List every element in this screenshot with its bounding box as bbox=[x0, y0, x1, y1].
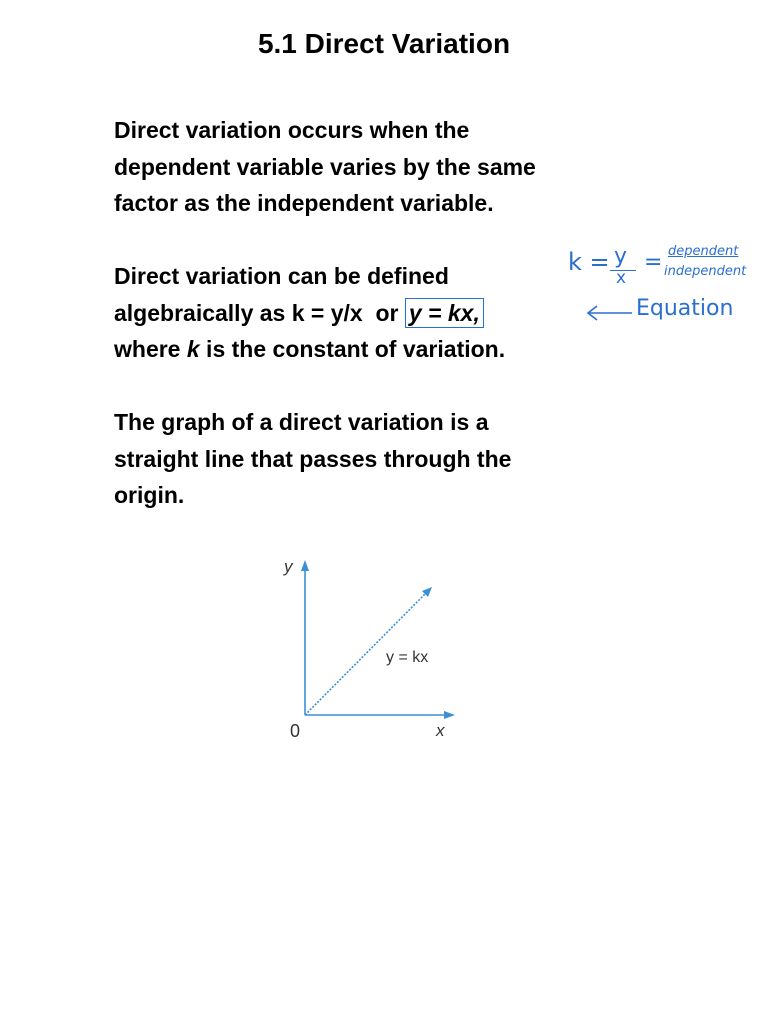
x-axis-label: x bbox=[436, 721, 445, 740]
paragraph-line: factor as the independent variable. bbox=[114, 190, 494, 216]
paragraph-line: origin. bbox=[114, 482, 185, 508]
handwritten-k-label: k = bbox=[568, 248, 610, 276]
paragraph-definition bbox=[114, 112, 674, 222]
graph-figure bbox=[272, 555, 472, 745]
paragraph-line: Direct variation can be defined bbox=[114, 263, 449, 289]
origin-label: 0 bbox=[290, 721, 301, 741]
arrow-left-icon bbox=[584, 304, 634, 322]
paragraph-line: Direct variation occurs when the bbox=[114, 117, 470, 143]
paragraph-line: dependent variable varies by the same bbox=[114, 153, 536, 180]
constant-k: k bbox=[186, 336, 200, 362]
handwritten-equals: = bbox=[644, 250, 663, 275]
handwritten-equation-label: Equation bbox=[636, 296, 734, 321]
paragraph-line bbox=[114, 331, 674, 368]
page-title: 5.1 Direct Variation bbox=[257, 28, 511, 59]
line-label: y = kx bbox=[386, 649, 429, 666]
paragraph-text: algebraically as k = y/x or bbox=[114, 299, 405, 326]
y-axis-label: y bbox=[284, 557, 293, 576]
handwritten-denominator: independent bbox=[664, 264, 747, 279]
paragraph-line: straight line that passes through the bbox=[114, 445, 512, 472]
paragraph-line: The graph of a direct variation is a bbox=[114, 409, 489, 435]
handwritten-y-symbol: y bbox=[614, 244, 628, 269]
y-axis-arrowhead bbox=[301, 560, 309, 571]
handwritten-x-symbol: x bbox=[616, 268, 627, 288]
paragraph-graph-description bbox=[114, 404, 674, 514]
direct-variation-graph bbox=[272, 555, 472, 750]
handwritten-numerator: dependent bbox=[668, 244, 739, 259]
x-axis-arrowhead bbox=[444, 711, 455, 719]
paragraph-text: is the constant of variation. bbox=[199, 336, 506, 362]
boxed-equation: y = kx, bbox=[405, 298, 484, 328]
paragraph-text: where bbox=[114, 336, 187, 362]
